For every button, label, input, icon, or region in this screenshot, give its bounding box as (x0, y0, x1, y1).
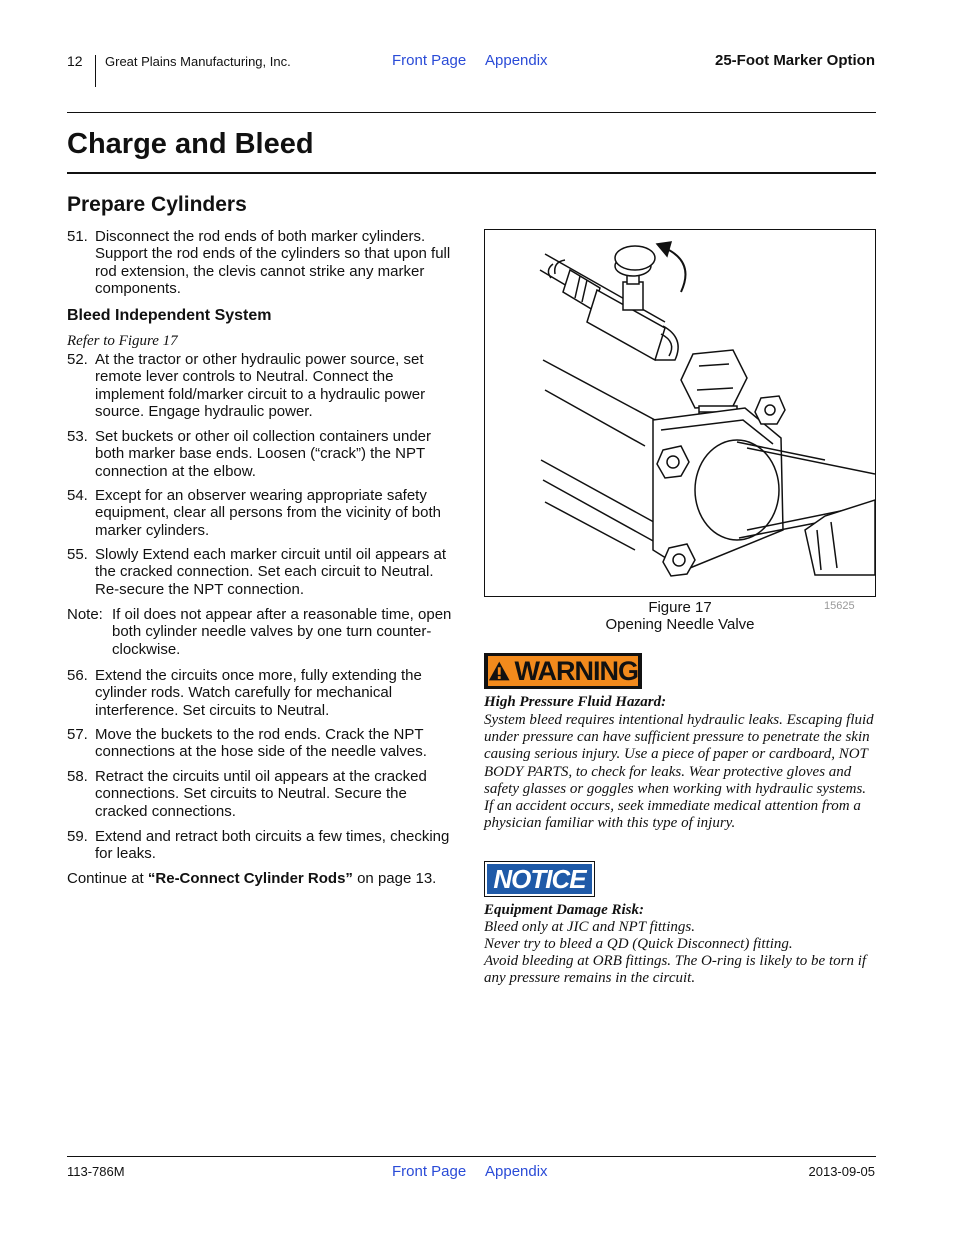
step-number: 57. (67, 726, 88, 743)
figure-frame (484, 229, 876, 597)
note-text: If oil does not appear after a reasonable time, open both cylinder needle valves by one turn counter-clockwise. (112, 606, 452, 658)
footer-rule (67, 1156, 876, 1157)
title-rule (67, 172, 876, 174)
step-text: Except for an observer wearing appropriate safety equipment, clear all persons from the vicinity of both marker cylinders. (95, 487, 442, 539)
figure-caption-title: Opening Needle Valve (605, 616, 755, 633)
step-number: 52. (67, 351, 88, 368)
front-page-link[interactable]: Front Page (392, 52, 467, 69)
step-text: Slowly Extend each marker circuit until oil appears at the cracked connection. Set each circuit to Neutral. Re-secure the NPT connection. (95, 546, 446, 598)
footer-appendix-link[interactable]: Appendix (485, 1163, 548, 1180)
page-number: 12 (67, 53, 83, 69)
figure-caption-number: Figure 17 (648, 599, 712, 616)
step-text: Retract the circuits until oil appears at the cracked connections. Set circuits to Neutral. Secure the cracked connections. (95, 768, 427, 820)
company-name: Great Plains Manufacturing, Inc. (105, 54, 291, 69)
step-59 (67, 828, 459, 863)
document-date: 2013-09-05 (808, 1164, 875, 1179)
step-text: Disconnect the rod ends of both marker cylinders. Support the rod ends of the cylinders so that upon full rod extension, the clevis cannot strike any marker components. (95, 228, 451, 297)
notice-line-2: Never try to bleed a QD (Quick Disconnect) fitting. (484, 936, 793, 952)
step-51 (67, 228, 459, 297)
step-number: 56. (67, 667, 88, 684)
page-title: Charge and Bleed (67, 128, 314, 160)
step-text: Extend and retract both circuits a few times, checking for leaks. (95, 828, 450, 863)
step-57 (67, 726, 459, 761)
notice-line-3: Avoid bleeding at ORB fittings. The O-ring is likely to be torn if any pressure remains in the circuit. (484, 953, 867, 987)
continue-link[interactable]: “Re-Connect Cylinder Rods” (147, 870, 353, 887)
needle-valve-illustration (485, 230, 875, 596)
warning-label: WARNING (514, 655, 638, 686)
header-divider (95, 55, 96, 87)
step-56 (67, 667, 459, 719)
step-58 (67, 768, 459, 820)
warning-heading: High Pressure Fluid Hazard: (484, 694, 667, 710)
figure-id: 15625 (824, 600, 855, 612)
continue-line (67, 870, 467, 887)
step-text: Move the buckets to the rod ends. Crack the NPT connections at the hose side of the needle valves. (95, 726, 427, 761)
notice-badge (484, 861, 595, 897)
footer-front-page-link[interactable]: Front Page (392, 1163, 467, 1180)
continue-suffix: on page 13. (352, 870, 437, 887)
section-title: 25-Foot Marker Option (714, 52, 875, 69)
step-number: 55. (67, 546, 88, 563)
step-54 (67, 487, 459, 539)
step-53 (67, 428, 459, 480)
figure-reference: Refer to Figure 17 (67, 333, 178, 349)
header-rule (67, 112, 876, 113)
step-number: 51. (67, 228, 88, 245)
step-text: At the tractor or other hydraulic power source, set remote lever controls to Neutral. Connect the implement fold/marker circuit to a hydraulic power source. Engage hydraulic power. (95, 351, 426, 420)
step-number: 54. (67, 487, 88, 504)
notice-line-1: Bleed only at JIC and NPT fittings. (484, 919, 695, 935)
notice-heading: Equipment Damage Risk: (484, 902, 645, 918)
step-number: 53. (67, 428, 88, 445)
subheading: Bleed Independent System (67, 307, 272, 324)
section-heading: Prepare Cylinders (67, 193, 247, 216)
step-text: Extend the circuits once more, fully extending the cylinder rods. Watch carefully for mechanical interference. Set circuits to Neutral. (95, 667, 422, 719)
document-number: 113-786M (67, 1164, 125, 1179)
appendix-link[interactable]: Appendix (485, 52, 548, 69)
continue-prefix: Continue at (67, 870, 148, 887)
step-52 (67, 351, 459, 420)
step-55 (67, 546, 459, 598)
notice-label: NOTICE (493, 863, 586, 894)
warning-badge (484, 653, 642, 689)
step-number: 59. (67, 828, 88, 845)
step-text: Set buckets or other oil collection containers under both marker base ends. Loosen (“crack”) the NPT connection at the elbow. (95, 428, 432, 480)
step-number: 58. (67, 768, 88, 785)
warning-text: System bleed requires intentional hydraulic leaks. Escaping fluid under pressure can have sufficient pressure to penetrate the skin causing serious injury. Use a piece of paper or cardboard, NOT BODY PARTS, to check for leaks. Wear protective gloves and safety glasses or goggles when working with hydraulic systems. If an accident occurs, seek immediate medical attention from a physician familiar with this type of injury. (484, 712, 874, 832)
note-label: Note: (67, 606, 103, 623)
warning-icon (488, 660, 511, 682)
note (67, 606, 459, 658)
